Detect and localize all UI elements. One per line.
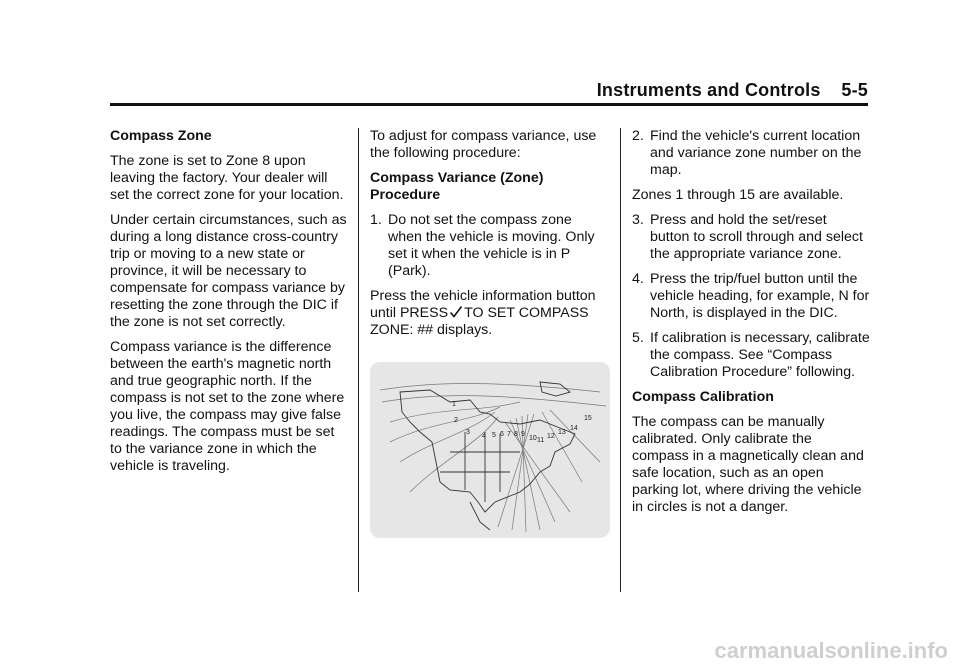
- column-3: [632, 128, 870, 524]
- step-2: [632, 128, 870, 179]
- watermark: carmanualsonline.info: [714, 638, 948, 663]
- step-text: TO SET COMPASS ZONE: ## displays.: [370, 305, 589, 338]
- zone-label: 11: [537, 437, 545, 444]
- step-text: Press and hold the set/reset button to scroll through and select the appropriate variance zone.: [650, 212, 863, 262]
- paragraph: Under certain circumstances, such as during a long distance cross-country trip or moving to a new state or province, it will be necessary to compensate for compass variance by resetting the zone through the DIC if the zone is not set correctly.: [110, 212, 347, 330]
- step-number: 2.: [632, 128, 644, 144]
- zone-label: 13: [558, 429, 566, 436]
- map-illustration: [370, 362, 610, 538]
- header-rule: [110, 103, 868, 106]
- column-1: [110, 128, 348, 483]
- paragraph: The zone is set to Zone 8 upon leaving the factory. Your dealer will set the correct zone for your location.: [110, 153, 344, 203]
- paragraph: Compass variance is the difference between the earth's magnetic north and true geographic north. If the compass is not set to the zone where you live, the compass may give false readings. The compass must be set to the variance zone in which the vehicle is traveling.: [110, 339, 345, 474]
- step-text: Do not set the compass zone when the vehicle is moving. Only set it when the vehicle is in P (Park).: [388, 212, 595, 279]
- step-4: [632, 271, 870, 322]
- zone-label: 2: [454, 417, 458, 424]
- step-number: 3.: [632, 212, 644, 228]
- compass-calibration-heading: Compass Calibration: [632, 389, 774, 405]
- variance-procedure-heading: Compass Variance (Zone) Procedure: [370, 170, 544, 203]
- step-number: 1.: [370, 212, 382, 228]
- zone-label: 9: [521, 431, 525, 438]
- step-text: Find the vehicle's current location and variance zone number on the map.: [650, 128, 862, 178]
- step-1: [370, 212, 608, 280]
- zone-label: 8: [514, 431, 518, 438]
- variance-zone-map: [370, 362, 610, 538]
- zone-label: 5: [492, 432, 496, 439]
- section-title: Instruments and Controls: [596, 80, 821, 100]
- column-divider-2: [620, 128, 621, 592]
- checkmark-icon: [449, 305, 463, 319]
- paragraph: The compass can be manually calibrated. Only calibrate the compass in a magnetically clean and safe location, such as an open parking lot, where driving the vehicle in circles is not a danger.: [632, 414, 864, 515]
- page-header: [110, 76, 868, 106]
- zone-label: 10: [529, 435, 537, 442]
- column-2: [370, 128, 608, 347]
- page-number: 5-5: [841, 80, 868, 100]
- step-5: [632, 330, 870, 381]
- zone-label: 4: [482, 433, 486, 440]
- step-number: 5.: [632, 330, 644, 346]
- step-3: [632, 212, 870, 263]
- column-divider-1: [358, 128, 359, 592]
- paragraph: To adjust for compass variance, use the following procedure:: [370, 128, 597, 161]
- zone-label: 15: [584, 415, 592, 422]
- zone-label: 6: [500, 431, 504, 438]
- zone-label: 12: [547, 433, 555, 440]
- step-text: Press the vehicle information button until PRESS: [370, 288, 596, 321]
- step-2-continued: Zones 1 through 15 are available.: [632, 187, 844, 203]
- compass-zone-heading: Compass Zone: [110, 128, 212, 144]
- step-number: 4.: [632, 271, 644, 287]
- step-text: If calibration is necessary, calibrate the compass. See “Compass Calibration Procedure” following.: [650, 330, 870, 380]
- zone-label: 14: [570, 425, 578, 432]
- header-title: [597, 80, 868, 101]
- step-text: Press the trip/fuel button until the vehicle heading, for example, N for North, is displayed in the DIC.: [650, 271, 870, 321]
- zone-label: 7: [507, 431, 511, 438]
- step-1-continued: [370, 288, 608, 339]
- zone-label: 3: [466, 429, 470, 436]
- zone-label: 1: [452, 401, 456, 408]
